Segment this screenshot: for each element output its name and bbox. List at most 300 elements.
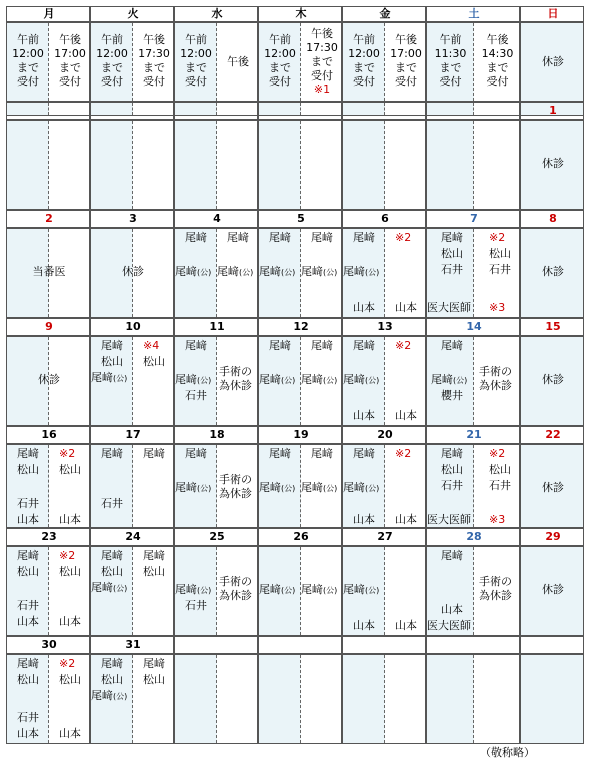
day-number-cell [520, 102, 584, 120]
public-mark: (公) [281, 376, 296, 385]
day-number: 24 [125, 530, 141, 543]
doctor-name: 松山 [17, 463, 39, 476]
weekday-header-2 [174, 6, 258, 22]
weekday-header-3 [258, 6, 342, 22]
day-cell [90, 120, 174, 210]
day-number: 16 [41, 428, 57, 441]
public-mark: (公) [197, 268, 212, 277]
day-cell [520, 546, 584, 636]
doctor-name: 松山 [17, 673, 39, 686]
shift-line: 12:00 [264, 47, 296, 60]
shift-line: まで [269, 61, 291, 74]
doctor-name: 山本 [353, 619, 375, 632]
slot-am [259, 121, 301, 209]
slot-am [343, 655, 385, 743]
doctor-name: 石井 [441, 263, 463, 276]
day-number-cell [90, 318, 174, 336]
doctor-name: 医大医師 [427, 619, 471, 632]
doctor-name: 松山 [59, 565, 81, 578]
day-cell [520, 228, 584, 318]
shift-line: 12:00 [12, 47, 44, 60]
doctor-public [259, 373, 295, 388]
doctor-name: 尾﨑 [269, 447, 291, 460]
doctor-name: 松山 [59, 463, 81, 476]
day-number: 28 [466, 530, 482, 543]
shift-header-4 [342, 22, 426, 102]
day-number: 8 [549, 212, 557, 225]
shift-line: まで [143, 61, 165, 74]
day-cell [174, 336, 258, 426]
day-cell [258, 654, 342, 744]
doctor-name: 山本 [353, 409, 375, 422]
doctor-name: 松山 [101, 673, 123, 686]
shift-line: 午後 [59, 33, 81, 46]
day-number-cell [174, 426, 258, 444]
day-number: 22 [545, 428, 561, 441]
doctor-name: 尾﨑 [175, 583, 197, 596]
day-number-cell [520, 318, 584, 336]
day-number-cell [342, 210, 426, 228]
doctor-name: 石井 [489, 263, 511, 276]
shift-line: 12:00 [180, 47, 212, 60]
day-number: 5 [297, 212, 305, 225]
closed-label: 休診 [542, 373, 564, 386]
note-mark: ※2 [489, 447, 506, 460]
day-number-cell [258, 318, 342, 336]
doctor-name: 尾﨑 [353, 339, 375, 352]
shift-header-0 [6, 22, 90, 102]
day-number: 3 [129, 212, 137, 225]
day-number: 4 [213, 212, 221, 225]
weekday-label: 水 [211, 7, 223, 20]
doctor-name: 医大医師 [427, 513, 471, 526]
public-mark: (公) [281, 268, 296, 277]
doctor-public [91, 581, 127, 596]
shift-line: 受付 [486, 75, 509, 88]
shift-line: 受付 [439, 75, 462, 88]
closed-label: 休診 [542, 583, 564, 596]
day-number: 10 [125, 320, 141, 333]
doctor-name: 尾﨑 [217, 265, 239, 278]
doctor-name: 尾﨑 [441, 447, 463, 460]
shift-line: 14:30 [481, 47, 514, 60]
doctor-name: 尾﨑 [143, 549, 165, 562]
doctor-name: 尾﨑 [101, 657, 123, 670]
day-cell [426, 120, 520, 210]
day-number-cell [6, 528, 90, 546]
doctor-name: 尾﨑 [301, 583, 323, 596]
doctor-public [301, 265, 337, 280]
doctor-name: 医大医師 [427, 301, 471, 314]
doctor-name: 石井 [17, 599, 39, 612]
doctor-name: 尾﨑 [91, 689, 113, 702]
day-number: 12 [293, 320, 309, 333]
doctor-name: 尾﨑 [175, 481, 197, 494]
shift-line: まで [439, 61, 462, 74]
shift-line: 午前 [17, 33, 39, 46]
day-cell [6, 654, 90, 744]
doctor-public [175, 583, 211, 598]
weekday-header-1 [90, 6, 174, 22]
shift-header-5 [426, 22, 520, 102]
shift-line: 受付 [395, 75, 417, 88]
day-number-cell [342, 528, 426, 546]
day-cell [342, 336, 426, 426]
shift-line: 17:30 [138, 47, 170, 60]
day-number-cell [174, 102, 258, 120]
slot-pm [216, 655, 258, 743]
closed-label: 休診 [38, 373, 60, 386]
doctor-name: 山本 [17, 727, 39, 740]
shift-line: 17:30 [306, 41, 338, 54]
closed-label: 休診 [542, 157, 564, 170]
shift-line: まで [311, 55, 333, 68]
shift-line: 午後 [311, 27, 333, 40]
doctor-name: 尾﨑 [269, 339, 291, 352]
day-cell [520, 120, 584, 210]
day-number-cell [90, 528, 174, 546]
day-cell [174, 444, 258, 528]
doctor-public [301, 583, 337, 598]
note-mark: ※2 [59, 657, 76, 670]
shift-line: 12:00 [348, 47, 380, 60]
day-cell [90, 444, 174, 528]
day-cell [258, 336, 342, 426]
day-number: 27 [377, 530, 393, 543]
day-number: 14 [466, 320, 482, 333]
slot-pm [48, 121, 90, 209]
day-number: 19 [293, 428, 309, 441]
day-number-cell [426, 528, 520, 546]
day-cell [426, 546, 520, 636]
day-number-cell [174, 528, 258, 546]
doctor-name: 尾﨑 [17, 549, 39, 562]
shift-line: 午後 [486, 33, 509, 46]
day-number-cell [174, 636, 258, 654]
day-number-cell [258, 636, 342, 654]
surgery-label: 為休診 [219, 379, 252, 392]
doctor-name: 尾﨑 [143, 657, 165, 670]
day-number-cell [6, 636, 90, 654]
doctor-name: 尾﨑 [185, 231, 207, 244]
public-mark: (公) [113, 374, 128, 383]
day-cell [258, 228, 342, 318]
day-number-cell [6, 102, 90, 120]
day-cell [342, 444, 426, 528]
weekday-header-4 [342, 6, 426, 22]
day-number: 25 [209, 530, 225, 543]
public-mark: (公) [365, 376, 380, 385]
shift-line: 午前 [101, 33, 123, 46]
note-mark: ※3 [489, 513, 506, 526]
surgery-label: 手術の [219, 575, 252, 588]
public-mark: (公) [281, 484, 296, 493]
doctor-name: 山本 [17, 615, 39, 628]
slot-am [175, 655, 217, 743]
day-cell [426, 228, 520, 318]
doctor-name: 尾﨑 [175, 373, 197, 386]
day-cell [174, 120, 258, 210]
weekday-header-5 [426, 6, 520, 22]
day-number-cell [90, 210, 174, 228]
doctor-name: 尾﨑 [91, 581, 113, 594]
closed-label: 休診 [542, 481, 564, 494]
doctor-name: 石井 [101, 497, 123, 510]
weekday-label: 火 [127, 7, 139, 20]
doctor-name: 尾﨑 [101, 447, 123, 460]
day-number-cell [6, 426, 90, 444]
doctor-name: 尾﨑 [101, 339, 123, 352]
shift-line: 12:00 [96, 47, 128, 60]
shift-line: まで [395, 61, 417, 74]
doctor-name: 松山 [143, 673, 165, 686]
doctor-name: 石井 [441, 479, 463, 492]
day-cell [426, 654, 520, 744]
sunday-closed: 休診 [542, 55, 564, 68]
shift-header-1 [90, 22, 174, 102]
shift-line: 11:30 [434, 47, 467, 60]
doctor-public [259, 265, 295, 280]
note-mark: ※2 [395, 231, 412, 244]
public-mark: (公) [365, 268, 380, 277]
doctor-name: 尾﨑 [311, 447, 333, 460]
shift-line: まで [353, 61, 375, 74]
shift-header-3 [258, 22, 342, 102]
day-number-cell [520, 426, 584, 444]
day-number-cell [342, 318, 426, 336]
day-number-cell [426, 318, 520, 336]
doctor-name: 尾﨑 [269, 231, 291, 244]
doctor-name: 尾﨑 [259, 373, 281, 386]
day-number-cell [90, 636, 174, 654]
day-cell [342, 228, 426, 318]
doctor-name: 尾﨑 [259, 481, 281, 494]
shift-line: 受付 [143, 75, 165, 88]
doctor-public [91, 371, 127, 386]
day-cell [258, 120, 342, 210]
day-number-cell [258, 210, 342, 228]
shift-line: 午前 [439, 33, 462, 46]
day-number: 11 [209, 320, 225, 333]
doctor-name: 尾﨑 [343, 481, 365, 494]
doctor-name: 石井 [185, 389, 207, 402]
surgery-label: 為休診 [219, 589, 252, 602]
day-number-cell [174, 318, 258, 336]
day-cell [90, 654, 174, 744]
day-number: 21 [466, 428, 482, 441]
surgery-label: 為休診 [479, 379, 512, 392]
day-number-cell [258, 102, 342, 120]
slot-am [91, 121, 133, 209]
day-number: 26 [293, 530, 309, 543]
slot-am [259, 655, 301, 743]
day-number: 29 [545, 530, 561, 543]
slot-pm [132, 121, 174, 209]
shift-line: 午後 [227, 55, 249, 68]
slot-pm [216, 121, 258, 209]
shift-line: 17:00 [390, 47, 422, 60]
shift-line: 17:00 [54, 47, 86, 60]
doctor-name: 尾﨑 [311, 231, 333, 244]
day-cell [90, 546, 174, 636]
day-cell [6, 228, 90, 318]
public-mark: (公) [281, 586, 296, 595]
day-number-cell [342, 102, 426, 120]
weekday-label: 月 [43, 7, 55, 20]
doctor-name: 山本 [59, 727, 81, 740]
day-number-cell [90, 102, 174, 120]
slot-am [175, 121, 217, 209]
doctor-public [175, 373, 211, 388]
doctor-name: 石井 [17, 497, 39, 510]
public-mark: (公) [453, 376, 468, 385]
shift-line: ※1 [313, 83, 331, 96]
doctor-name: 尾﨑 [259, 583, 281, 596]
day-number-cell [258, 528, 342, 546]
doctor-name: 尾﨑 [441, 339, 463, 352]
day-cell [174, 654, 258, 744]
doctor-name: 山本 [353, 513, 375, 526]
day-cell [6, 444, 90, 528]
shift-header-2 [174, 22, 258, 102]
shift-line: まで [59, 61, 81, 74]
closed-label: 休診 [542, 265, 564, 278]
doctor-name: 松山 [489, 463, 511, 476]
doctor-name: 尾﨑 [343, 583, 365, 596]
doctor-name: 尾﨑 [91, 371, 113, 384]
doctor-name: 山本 [59, 513, 81, 526]
day-cell [426, 336, 520, 426]
footer-note: （敬称略） [480, 746, 535, 759]
doctor-name: 尾﨑 [441, 549, 463, 562]
day-cell [6, 546, 90, 636]
surgery-label: 手術の [219, 365, 252, 378]
surgery-label: 手術の [479, 575, 512, 588]
day-number-cell [258, 426, 342, 444]
doctor-name: 石井 [17, 711, 39, 724]
note-mark: ※2 [489, 231, 506, 244]
doctor-name: 尾﨑 [343, 265, 365, 278]
doctor-name: 尾﨑 [441, 231, 463, 244]
doctor-name: 尾﨑 [143, 447, 165, 460]
doctor-name: 松山 [17, 565, 39, 578]
public-mark: (公) [197, 586, 212, 595]
shift-line: 受付 [311, 69, 333, 82]
doctor-name: 松山 [59, 673, 81, 686]
note-mark: ※2 [59, 549, 76, 562]
surgery-label: 為休診 [219, 487, 252, 500]
doctor-public [91, 689, 127, 704]
slot-pm [473, 121, 520, 209]
public-mark: (公) [197, 376, 212, 385]
day-number-cell [426, 636, 520, 654]
doctor-name: 山本 [441, 603, 463, 616]
doctor-name: 松山 [441, 463, 463, 476]
slot-pm [384, 655, 426, 743]
doctor-name: 松山 [143, 355, 165, 368]
doctor-name: 松山 [101, 355, 123, 368]
shift-line: 午前 [269, 33, 291, 46]
day-cell [342, 654, 426, 744]
doctor-name: 松山 [143, 565, 165, 578]
doctor-name: 尾﨑 [353, 231, 375, 244]
public-mark: (公) [113, 692, 128, 701]
doctor-name: 尾﨑 [175, 265, 197, 278]
doctor-name: 山本 [395, 301, 417, 314]
shift-line: 午前 [353, 33, 375, 46]
day-number-cell [520, 210, 584, 228]
day-number: 6 [381, 212, 389, 225]
slot-am [427, 655, 474, 743]
doctor-name: 尾﨑 [17, 447, 39, 460]
doctor-name: 尾﨑 [101, 549, 123, 562]
weekday-header-0 [6, 6, 90, 22]
day-number: 1 [549, 104, 557, 117]
weekday-header-6 [520, 6, 584, 22]
day-number: 18 [209, 428, 225, 441]
day-number-cell [174, 210, 258, 228]
doctor-public [431, 373, 467, 388]
doctor-public [343, 373, 379, 388]
shift-line: 午前 [185, 33, 207, 46]
doctor-name: 山本 [395, 513, 417, 526]
day-number-cell [426, 102, 520, 120]
public-mark: (公) [323, 484, 338, 493]
day-cell [90, 228, 174, 318]
shift-line: まで [486, 61, 509, 74]
doctor-name: 尾﨑 [343, 373, 365, 386]
day-cell [6, 336, 90, 426]
doctor-name: 山本 [395, 409, 417, 422]
day-number: 7 [470, 212, 478, 225]
day-number: 9 [45, 320, 53, 333]
surgery-label: 手術の [219, 473, 252, 486]
shift-line: 受付 [269, 75, 291, 88]
public-mark: (公) [197, 484, 212, 493]
doctor-name: 尾﨑 [301, 373, 323, 386]
doctor-public [343, 265, 379, 280]
doctor-name: 石井 [489, 479, 511, 492]
day-cell [174, 546, 258, 636]
doctor-name: 石井 [185, 599, 207, 612]
day-number-cell [90, 426, 174, 444]
day-number-cell [520, 528, 584, 546]
duty-doctor-label: 当番医 [32, 265, 66, 278]
doctor-public [301, 481, 337, 496]
weekday-label: 金 [379, 7, 391, 20]
doctor-public [343, 583, 379, 598]
shift-line: 受付 [353, 75, 375, 88]
public-mark: (公) [365, 484, 380, 493]
public-mark: (公) [239, 268, 254, 277]
doctor-public [175, 265, 211, 280]
doctor-public [343, 481, 379, 496]
doctor-name: 尾﨑 [311, 339, 333, 352]
doctor-name: 山本 [17, 513, 39, 526]
shift-line: 午後 [395, 33, 417, 46]
day-number: 31 [125, 638, 141, 651]
day-number-cell [6, 210, 90, 228]
public-mark: (公) [365, 586, 380, 595]
shift-line: まで [17, 61, 39, 74]
public-mark: (公) [323, 268, 338, 277]
doctor-public [217, 265, 253, 280]
day-number-cell [426, 210, 520, 228]
closed-label: 休診 [122, 265, 144, 278]
shift-line: 受付 [185, 75, 207, 88]
note-mark: ※3 [489, 301, 506, 314]
slot-pm [300, 121, 342, 209]
